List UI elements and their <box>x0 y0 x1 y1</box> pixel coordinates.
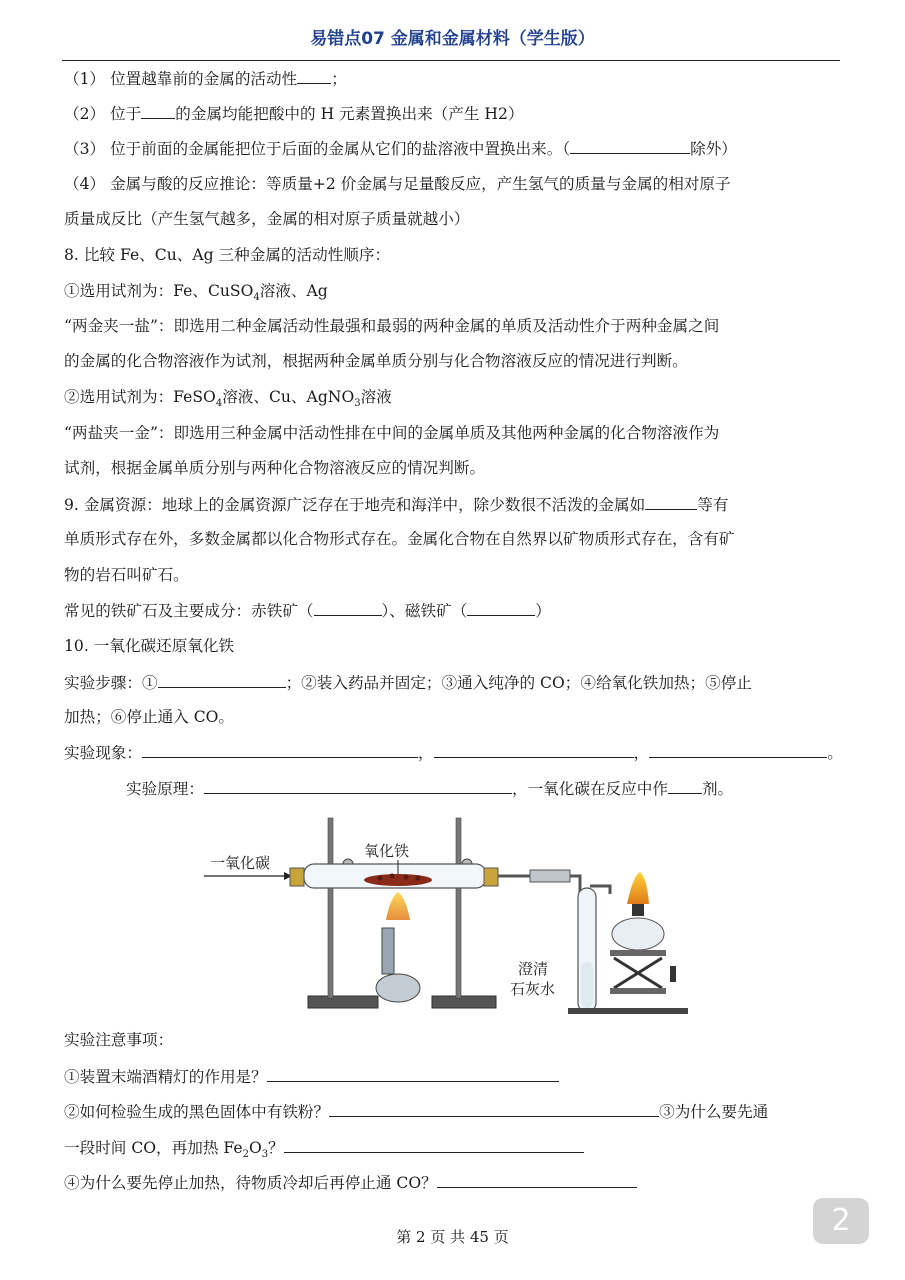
blank[interactable] <box>467 600 535 616</box>
label-limewater-2: 石灰水 <box>510 980 556 998</box>
blank[interactable] <box>668 778 702 794</box>
blank[interactable] <box>141 103 175 119</box>
page-number-badge: 2 <box>813 1198 869 1244</box>
iron-ores: 常见的铁矿石及主要成分：赤铁矿（ ）、磁铁矿（ ） <box>64 602 551 620</box>
blank[interactable] <box>645 494 697 510</box>
page-footer: 第 2 页 共 45 页 <box>396 1228 509 1246</box>
exp-steps: 实验步骤：① ；②装入药品并固定；③通入纯净的 CO；④给氧化铁加热；⑤停止 <box>64 674 752 692</box>
blank[interactable] <box>434 742 634 758</box>
co-reduction-apparatus-diagram <box>200 812 700 1024</box>
note-4: ④为什么要先停止加热，待物质冷却后再停止通 CO？ <box>64 1172 637 1193</box>
item-2: （2） 位于 的金属均能把酸中的 H 元素置换出来（产生 H2） <box>64 105 524 123</box>
header-rule <box>62 60 840 61</box>
note-1: ①装置末端酒精灯的作用是？ <box>64 1066 559 1087</box>
blank[interactable] <box>649 742 827 758</box>
blank[interactable] <box>314 600 382 616</box>
reagent-2: ②选用试剂为：FeSO$_4$溶液、Cu、AgNO$_3$溶液 <box>64 388 392 410</box>
label-iron-oxide: 氧化铁 <box>364 842 410 860</box>
blank[interactable] <box>329 1101 659 1117</box>
blank[interactable] <box>437 1172 637 1188</box>
exp-principle: 实验原理： ，一氧化碳在反应中作 剂。 <box>126 780 734 798</box>
explain-2-cont: 试剂，根据金属单质分别与两种化合物溶液反应的情况判断。 <box>64 459 486 477</box>
blank[interactable] <box>267 1066 559 1082</box>
blank[interactable] <box>297 68 331 84</box>
section-9-cont2: 物的岩石叫矿石。 <box>64 566 189 584</box>
item-4: （4） 金属与酸的反应推论：等质量+2 价金属与足量酸反应，产生氢气的质量与金属的相对原子 <box>64 175 731 193</box>
explain-1: “两金夹一盐”：即选用二种金属活动性最强和最弱的两种金属的单质及活动性介于两种金属之间 <box>64 317 720 335</box>
section-10-title: 10. 一氧化碳还原氧化铁 <box>64 637 235 655</box>
label-carbon-monoxide: 一氧化碳 <box>210 854 271 872</box>
item-3: （3） 位于前面的金属能把位于后面的金属从它们的盐溶液中置换出来。（ 除外） <box>64 140 737 158</box>
explain-1-cont: 的金属的化合物溶液作为试剂，根据两种金属单质分别与化合物溶液反应的情况进行判断。 <box>64 352 688 370</box>
section-9: 9. 金属资源：地球上的金属资源广泛存在于地壳和海洋中，除少数很不活泼的金属如 等有 <box>64 496 729 514</box>
reagent-1: ①选用试剂为：Fe、CuSO$_4$溶液、Ag <box>64 282 328 304</box>
blank[interactable] <box>204 778 512 794</box>
explain-2: “两盐夹一金”：即选用三种金属中活动性排在中间的金属单质及其他两种金属的化合物溶液作为 <box>64 424 720 442</box>
blank[interactable] <box>142 742 418 758</box>
exp-phenomena: 实验现象： ， ， 。 <box>64 744 843 762</box>
notes-title: 实验注意事项： <box>64 1031 174 1049</box>
blank[interactable] <box>570 138 690 154</box>
label-limewater-1: 澄清 <box>518 960 549 978</box>
exp-steps-cont: 加热；⑥停止通入 CO。 <box>64 708 235 726</box>
blank[interactable] <box>284 1137 584 1153</box>
page-header-title: 易错点07 金属和金属材料（学生版） <box>310 29 595 49</box>
section-8-title: 8. 比较 Fe、Cu、Ag 三种金属的活动性顺序： <box>64 246 391 264</box>
note-2: ②如何检验生成的黑色固体中有铁粉？ ③为什么要先通 <box>64 1103 769 1121</box>
note-3: 一段时间 CO，再加热 $Fe_2O_3$？ <box>64 1137 584 1165</box>
item-1: （1） 位置越靠前的金属的活动性 ； <box>64 70 347 88</box>
item-4-cont: 质量成反比（产生氢气越多，金属的相对原子质量就越小） <box>64 210 470 228</box>
section-9-cont: 单质形式存在外，多数金属都以化合物形式存在。金属化合物在自然界以矿物质形式存在，含有矿 <box>64 530 735 548</box>
blank[interactable] <box>158 672 286 688</box>
